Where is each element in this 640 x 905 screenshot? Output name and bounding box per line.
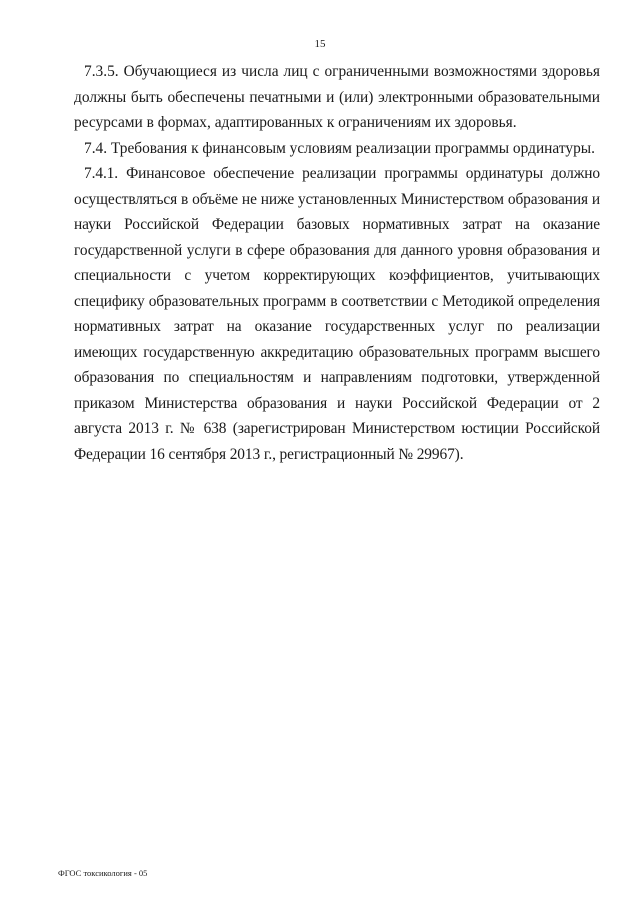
document-body [74, 59, 600, 467]
page-number: 15 [314, 38, 326, 50]
paragraph-7-3-5: 7.3.5. Обучающиеся из числа лиц с ограниченными возможностями здоровья должны быть обеспечены печатными и (или) электронными образовательными ресурсами в формах, адаптированных к ограничениям их здоровья. [74, 63, 600, 131]
paragraph-7-4-1: 7.4.1. Финансовое обеспечение реализации программы ординатуры должно осуществляться в объёме не ниже установленных Министерством образования и науки Российской Федерации базовых нормативных затрат на оказание государственной услуги в сфере образования для данного уровня образования и специальности с учетом корректирующих коэффициентов, учитывающих специфику образовательных программ в соответствии с Методикой определения нормативных затрат на оказание государственных услуг по реализации имеющих государственную аккредитацию образовательных программ высшего образования по специальностям и направлениям подготовки, утвержденной приказом Министерства образования и науки Российской Федерации от 2 августа 2013 г. № 638 (зарегистрирован Министерством юстиции Российской Федерации 16 сентября 2013 г., регистрационный № 29967). [74, 165, 600, 463]
paragraph-7-4: 7.4. Требования к финансовым условиям реализации программы ординатуры. [84, 139, 595, 157]
footer-document-code: ФГОС токсикология - 05 [58, 868, 148, 878]
